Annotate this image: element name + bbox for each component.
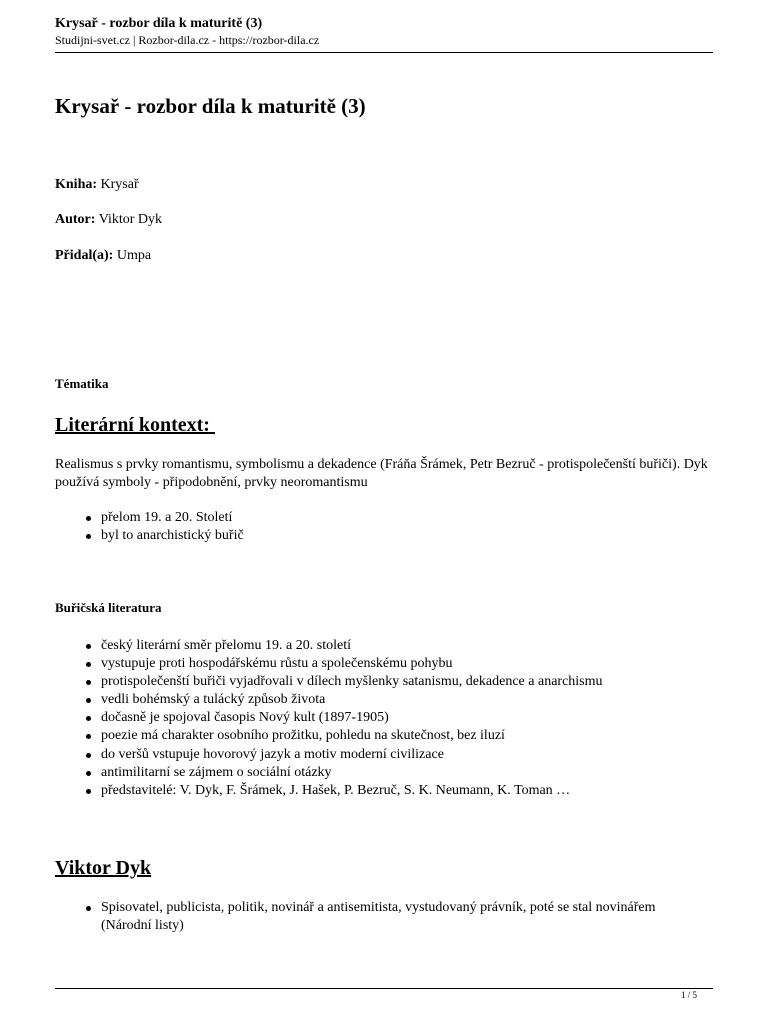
bullet-icon — [86, 680, 91, 685]
document-title: Krysař - rozbor díla k maturitě (3) — [55, 94, 366, 118]
bullet-icon — [86, 698, 91, 703]
list-item-text: vystupuje proti hospodářskému růstu a společenskému pohybu — [101, 656, 453, 672]
list-item — [80, 509, 244, 527]
meta-added — [55, 247, 151, 265]
meta-book — [55, 176, 139, 194]
list-item-text: dočasně je spojoval časopis Nový kult (1897-1905) — [101, 710, 389, 726]
header-divider — [55, 52, 713, 53]
meta-book-label: Kniha: — [55, 177, 98, 192]
list-item-text: český literární směr přelomu 19. a 20. století — [101, 638, 351, 653]
list-item — [80, 691, 603, 709]
list-item-text: přelom 19. a 20. Století — [101, 510, 233, 525]
header-title: Krysař - rozbor díla k maturitě (3) — [55, 16, 263, 31]
meta-author — [55, 211, 162, 229]
list-item-text: poezie má charakter osobního prožitku, pohledu na skutečnost, bez iluzí — [101, 728, 505, 744]
list-item — [80, 782, 603, 800]
bullet-icon — [86, 534, 91, 539]
meta-added-value: Umpa — [116, 248, 152, 263]
list-item — [80, 709, 603, 727]
bullet-icon — [86, 789, 91, 794]
bullet-icon — [86, 644, 91, 649]
bullet-icon — [86, 753, 91, 758]
list-item — [80, 655, 603, 673]
meta-book-value: Krysař — [100, 177, 139, 192]
footer-divider — [55, 988, 713, 989]
meta-author-label: Autor: — [55, 212, 96, 227]
list-item — [80, 746, 603, 764]
list-item-text: vedli bohémský a tulácký způsob života — [101, 692, 326, 708]
list-item — [80, 673, 603, 691]
list-item-text: antimilitarní se zájmem o sociální otázky — [101, 764, 332, 780]
bullet-icon — [86, 662, 91, 667]
list-item-text: představitelé: V. Dyk, F. Šrámek, J. Hašek, P. Bezruč, S. K. Neumann, K. Toman … — [101, 782, 571, 798]
list-item-text: byl to anarchistický buřič — [101, 528, 244, 544]
buricska-list — [80, 637, 603, 800]
literary-context-paragraph: Realismus s prvky romantismu, symbolismu a dekadence (Fráňa Šrámek, Petr Bezruč - protispolečenští buřiči). Dyk používá symboly - připodobnění, prvky neoromantismu — [55, 457, 708, 490]
header-subtitle: Studijni-svet.cz | Rozbor-dila.cz - https://rozbor-dila.cz — [55, 33, 320, 47]
tematika-heading: Tématika — [55, 376, 109, 391]
list-item — [80, 899, 701, 935]
page-number: 1 / 5 — [680, 990, 697, 1000]
list-item-text: protispolečenští buřiči vyjadřovali v dílech myšlenky satanismu, dekadence a anarchismu — [101, 674, 603, 690]
buricska-heading: Buřičská literatura — [55, 600, 162, 615]
bullet-icon — [86, 516, 91, 521]
list-item-text: Spisovatel, publicista, politik, novinář a antisemitista, vystudovaný právník, poté se stal novinářem (Národní listy) — [101, 900, 656, 934]
bullet-icon — [86, 734, 91, 739]
bullet-icon — [86, 716, 91, 721]
meta-added-label: Přidal(a): — [55, 248, 114, 263]
bullet-icon — [86, 906, 91, 911]
viktor-dyk-heading: Viktor Dyk — [55, 857, 152, 879]
viktor-dyk-list — [80, 899, 701, 935]
meta-author-value: Viktor Dyk — [98, 212, 163, 227]
list-item — [80, 727, 603, 745]
literary-context-heading: Literární kontext: — [55, 414, 215, 436]
literary-context-list — [80, 509, 244, 545]
bullet-icon — [86, 771, 91, 776]
list-item-text: do veršů vstupuje hovorový jazyk a motiv moderní civilizace — [101, 746, 444, 762]
list-item — [80, 527, 244, 545]
list-item — [80, 764, 603, 782]
list-item — [80, 637, 603, 655]
